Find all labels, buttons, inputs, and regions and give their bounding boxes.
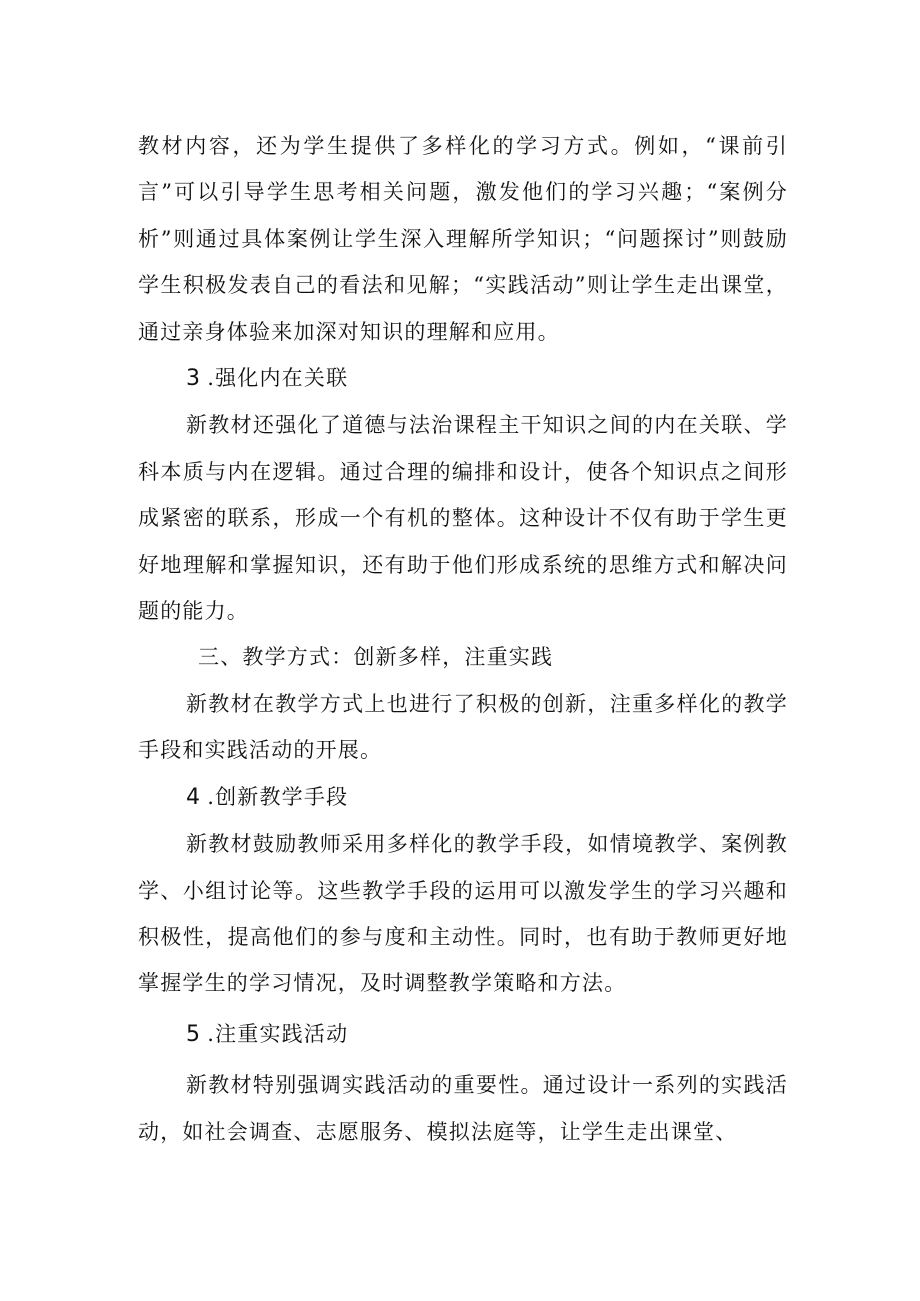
paragraph-innovative-means: 新教材鼓励教师采用多样化的教学手段，如情境教学、案例教学、小组讨论等。这些教学手段的运用可以激发学生的学习兴趣和积极性，提高他们的参与度和主动性。同时，也有助于教师更好地掌握学生的学习情况，及时调整教学策略和方法。 [138, 832, 788, 996]
subheading-4-title: .创新教学手段 [207, 784, 349, 809]
paragraph-teaching-methods-intro: 新教材在教学方式上也进行了积极的创新，注重多样化的教学手段和实践活动的开展。 [138, 691, 788, 763]
subheading-3-number: 3 [186, 366, 202, 392]
subheading-3-title: .强化内在关联 [207, 366, 349, 391]
subheading-5 [138, 1011, 788, 1058]
paragraph-continuation: 教材内容，还为学生提供了多样化的学习方式。例如，“课前引言”可以引导学生思考相关问题，激发他们的学习兴趣；“案例分析”则通过具体案例让学生深入理解所学知识；“问题探讨”则鼓励学生积极发表自己的看法和见解；“实践活动”则让学生走出课堂，通过亲身体验来加深对知识的理解和应用。 [138, 134, 788, 344]
paragraph-inner-relation: 新教材还强化了道德与法治课程主干知识之间的内在关联、学科本质与内在逻辑。通过合理的编排和设计，使各个知识点之间形成紧密的联系，形成一个有机的整体。这种设计不仅有助于学生更好地理解和掌握知识，还有助于他们形成系统的思维方式和解决问题的能力。 [138, 413, 788, 624]
subheading-4-number: 4 [186, 784, 202, 810]
document-body [138, 123, 788, 1155]
subheading-4 [138, 774, 788, 821]
subheading-3 [138, 355, 788, 402]
subheading-5-title: .注重实践活动 [207, 1021, 349, 1046]
section-heading-teaching-methods: 三、教学方式：创新多样，注重实践 [198, 645, 554, 670]
paragraph-practice-activities: 新教材特别强调实践活动的重要性。通过设计一系列的实践活动，如社会调查、志愿服务、模拟法庭等，让学生走出课堂、 [138, 1073, 788, 1144]
subheading-5-number: 5 [186, 1021, 202, 1047]
